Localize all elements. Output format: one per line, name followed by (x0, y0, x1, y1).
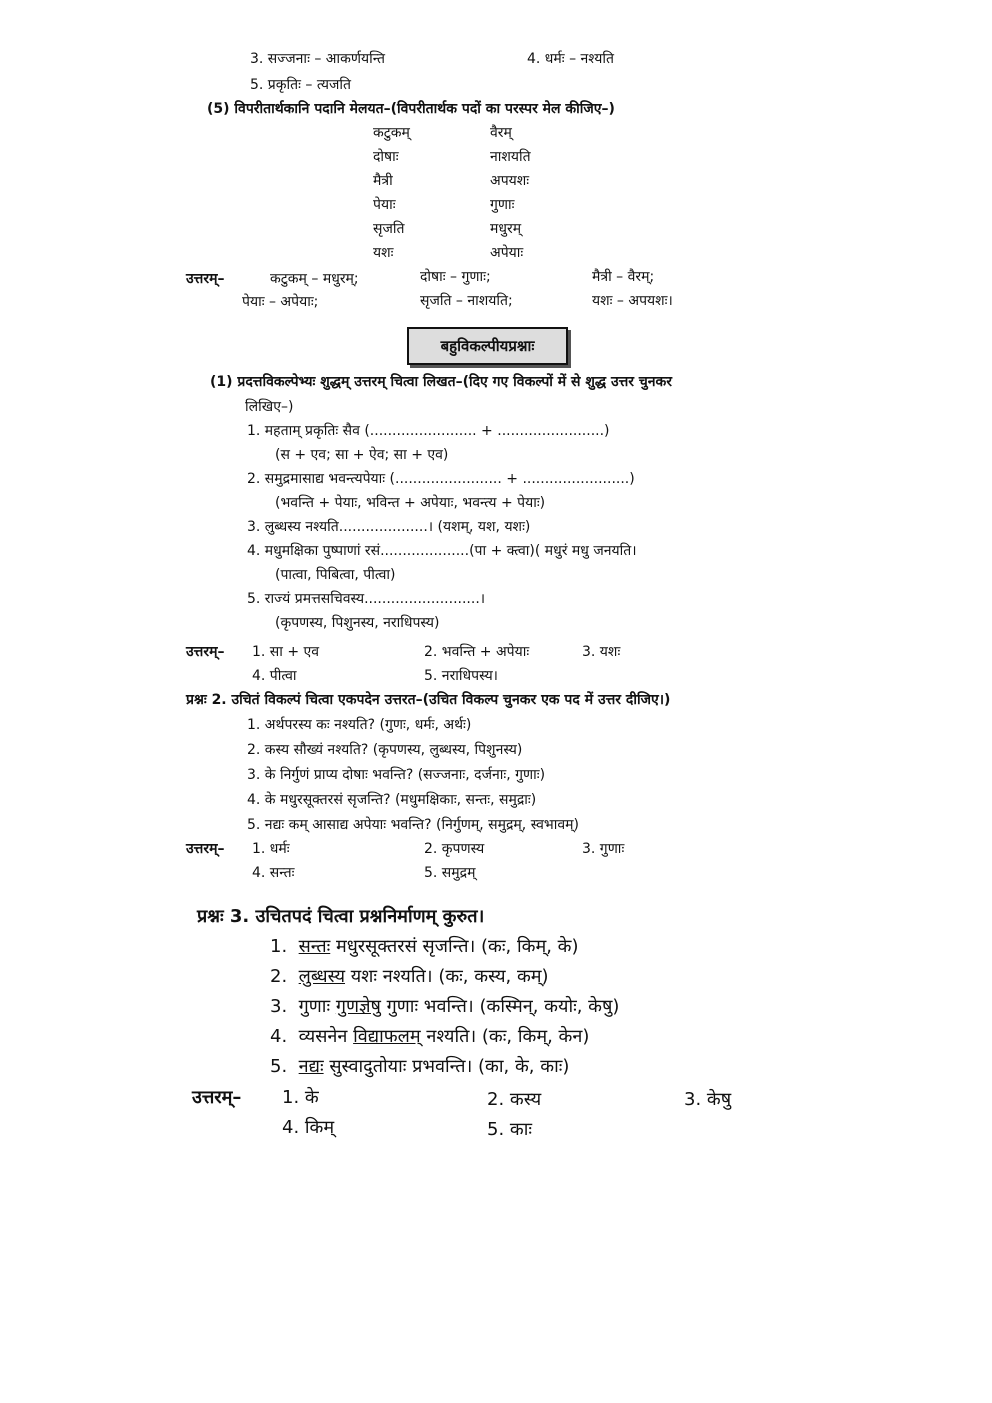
q1-options: (पात्वा, पिबित्वा, पीत्वा) (275, 567, 396, 583)
mcq-heading: बहुविकल्पीयप्रश्नाः (440, 337, 535, 355)
q1-item: 5. राज्यं प्रमत्तसचिवस्य..........................। (247, 591, 486, 607)
q3-item-underlined: सन्तः (298, 936, 331, 957)
q3-item-rest: नश्यति। (कः, किम्, केन) (420, 1026, 590, 1047)
q3-item-num: 4. (270, 1026, 288, 1047)
q5-left-2: मैत्री (373, 173, 393, 189)
q1-item: 4. मधुमक्षिका पुष्पाणां रसं....................(पा + क्त्वा)( मधुरं मधु जनयति। (247, 543, 637, 559)
q3-answer: 4. किम् (282, 1117, 335, 1138)
q5-left-0: कटुकम् (373, 125, 410, 141)
q1-item: 1. महताम् प्रकृतिः सैव (........................ + ........................) (247, 423, 610, 439)
q3-title: प्रश्नः 3. उचितपदं चित्वा प्रश्ननिर्माणम् कुरुत। (197, 906, 485, 927)
q3-answer: 5. काः (487, 1119, 533, 1140)
q3-item-underlined: लुब्धस्य (298, 966, 346, 987)
q5-right-1: नाशयति (490, 149, 531, 165)
top-item-4: 4. धर्मः – नश्यति (527, 51, 614, 67)
q2-answer: 3. गुणाः (582, 841, 625, 857)
q3-item (270, 965, 549, 989)
q2-item: 1. अर्थपरस्य कः नश्यति? (गुणः, धर्मः, अर्थः) (247, 717, 472, 733)
q3-item (270, 995, 619, 1019)
q3-item (270, 935, 579, 959)
q2-answer-label: उत्तरम्– (186, 841, 225, 857)
q1-options: (स + एव; सा + ऐव; सा + एव) (275, 447, 449, 463)
q1-answer: 1. सा + एव (252, 644, 320, 660)
q3-item (270, 1055, 569, 1079)
q3-item-rest: मधुरसूक्तरसं सृजन्ति। (कः, किम्, के) (330, 936, 579, 957)
q3-item-num: 5. (270, 1056, 288, 1077)
q5-answer: मैत्री – वैरम्; (592, 269, 655, 285)
q5-title: (5) विपरीतार्थकानि पदानि मेलयत–(विपरीतार्थक पदों का परस्पर मेल कीजिए–) (207, 101, 615, 117)
q2-answer: 2. कृपणस्य (424, 841, 485, 857)
q5-right-5: अपेयाः (490, 245, 524, 261)
q5-answer: कटुकम् – मधुरम्; (270, 271, 359, 287)
q1-answer: 3. यशः (582, 644, 621, 660)
q5-answer: दोषाः – गुणाः; (420, 269, 491, 285)
q3-item-rest: गुणाः भवन्ति। (कस्मिन्, कयोः, केषु) (380, 996, 620, 1017)
q2-item: 5. नद्यः कम् आसाद्य अपेयाः भवन्ति? (निर्गुणम्, समुद्रम्, स्वभावम्) (247, 817, 580, 833)
q5-left-5: यशः (373, 245, 394, 261)
q3-item-num: 3. (270, 996, 288, 1017)
q1-title-cont: लिखिए–) (245, 399, 294, 415)
q5-left-4: सृजति (373, 221, 405, 237)
q5-right-0: वैरम् (490, 125, 512, 141)
q5-left-3: पेयाः (373, 197, 396, 213)
q1-answer: 4. पीत्वा (252, 668, 297, 684)
q3-item (270, 1025, 589, 1049)
q3-item-underlined: नद्यः (298, 1056, 324, 1077)
q3-item-rest: यशः नश्यति। (कः, कस्य, कम्) (345, 966, 549, 987)
q3-item-num: 2. (270, 966, 288, 987)
q1-answer: 2. भवन्ति + अपेयाः (424, 644, 530, 660)
q5-right-4: मधुरम् (490, 221, 522, 237)
q2-answer: 5. समुद्रम् (424, 865, 476, 881)
q3-answer: 3. केषु (684, 1089, 732, 1110)
q1-title: (1) प्रदत्तविकल्पेभ्यः शुद्धम् उत्तरम् चित्वा लिखत–(दिए गए विकल्पों में से शुद्ध उत्तर चुनकर (210, 374, 673, 390)
q1-item: 2. समुद्रमासाद्य भवन्त्यपेयाः (........................ + ........................) (247, 471, 635, 487)
q5-right-3: गुणाः (490, 197, 515, 213)
q2-answer: 1. धर्मः (252, 841, 290, 857)
q2-item: 2. कस्य सौख्यं नश्यति? (कृपणस्य, लुब्धस्य, पिशुनस्य) (247, 742, 523, 758)
q2-item: 4. के मधुरसूक्तरसं सृजन्ति? (मधुमक्षिकाः, सन्तः, समुद्राः) (247, 792, 537, 808)
q3-item-underlined: गुणज्ञेषु (335, 996, 381, 1017)
q5-answer-label: उत्तरम्– (186, 271, 225, 287)
q1-answer: 5. नराधिपस्य। (424, 668, 498, 684)
q3-item-rest: सुस्वादुतोयाः प्रभवन्ति। (का, के, काः) (323, 1056, 570, 1077)
q3-item-num: 1. (270, 936, 288, 957)
q5-answer: पेयाः – अपेयाः; (242, 294, 319, 310)
top-item-5: 5. प्रकृतिः – त्यजति (250, 77, 352, 93)
top-item-3: 3. सज्जनाः – आकर्णयन्ति (250, 51, 386, 67)
q2-item: 3. के निर्गुणं प्राप्य दोषाः भवन्ति? (सज्जनाः, दर्जनाः, गुणाः) (247, 767, 546, 783)
q1-options: (भवन्ति + पेयाः, भविन्त + अपेयाः, भवन्त्य + पेयाः) (275, 495, 546, 511)
q5-answer: यशः – अपयशः। (592, 293, 673, 309)
q3-item-pre: गुणाः (298, 996, 336, 1017)
q1-answer-label: उत्तरम्– (186, 644, 225, 660)
q1-options: (कृपणस्य, पिशुनस्य, नराधिपस्य) (275, 615, 440, 631)
q3-answer: 1. के (282, 1087, 319, 1108)
q2-answer: 4. सन्तः (252, 865, 295, 881)
q1-item: 3. लुब्धस्य नश्यति....................। (यशम्, यश, यशः) (247, 519, 531, 535)
q3-item-underlined: विद्याफलम् (353, 1026, 421, 1047)
q3-answer-label: उत्तरम्– (192, 1087, 242, 1108)
q3-item-pre: व्यसनेन (298, 1026, 354, 1047)
q5-left-1: दोषाः (373, 149, 399, 165)
q3-answer: 2. कस्य (487, 1089, 542, 1110)
q5-right-2: अपयशः (490, 173, 530, 189)
q5-answer: सृजति – नाशयति; (420, 293, 513, 309)
q2-title: प्रश्नः 2. उचितं विकल्पं चित्वा एकपदेन उत्तरत–(उचित विकल्प चुनकर एक पद में उत्तर दीजिए।) (186, 692, 671, 708)
mcq-heading-box (407, 327, 568, 365)
